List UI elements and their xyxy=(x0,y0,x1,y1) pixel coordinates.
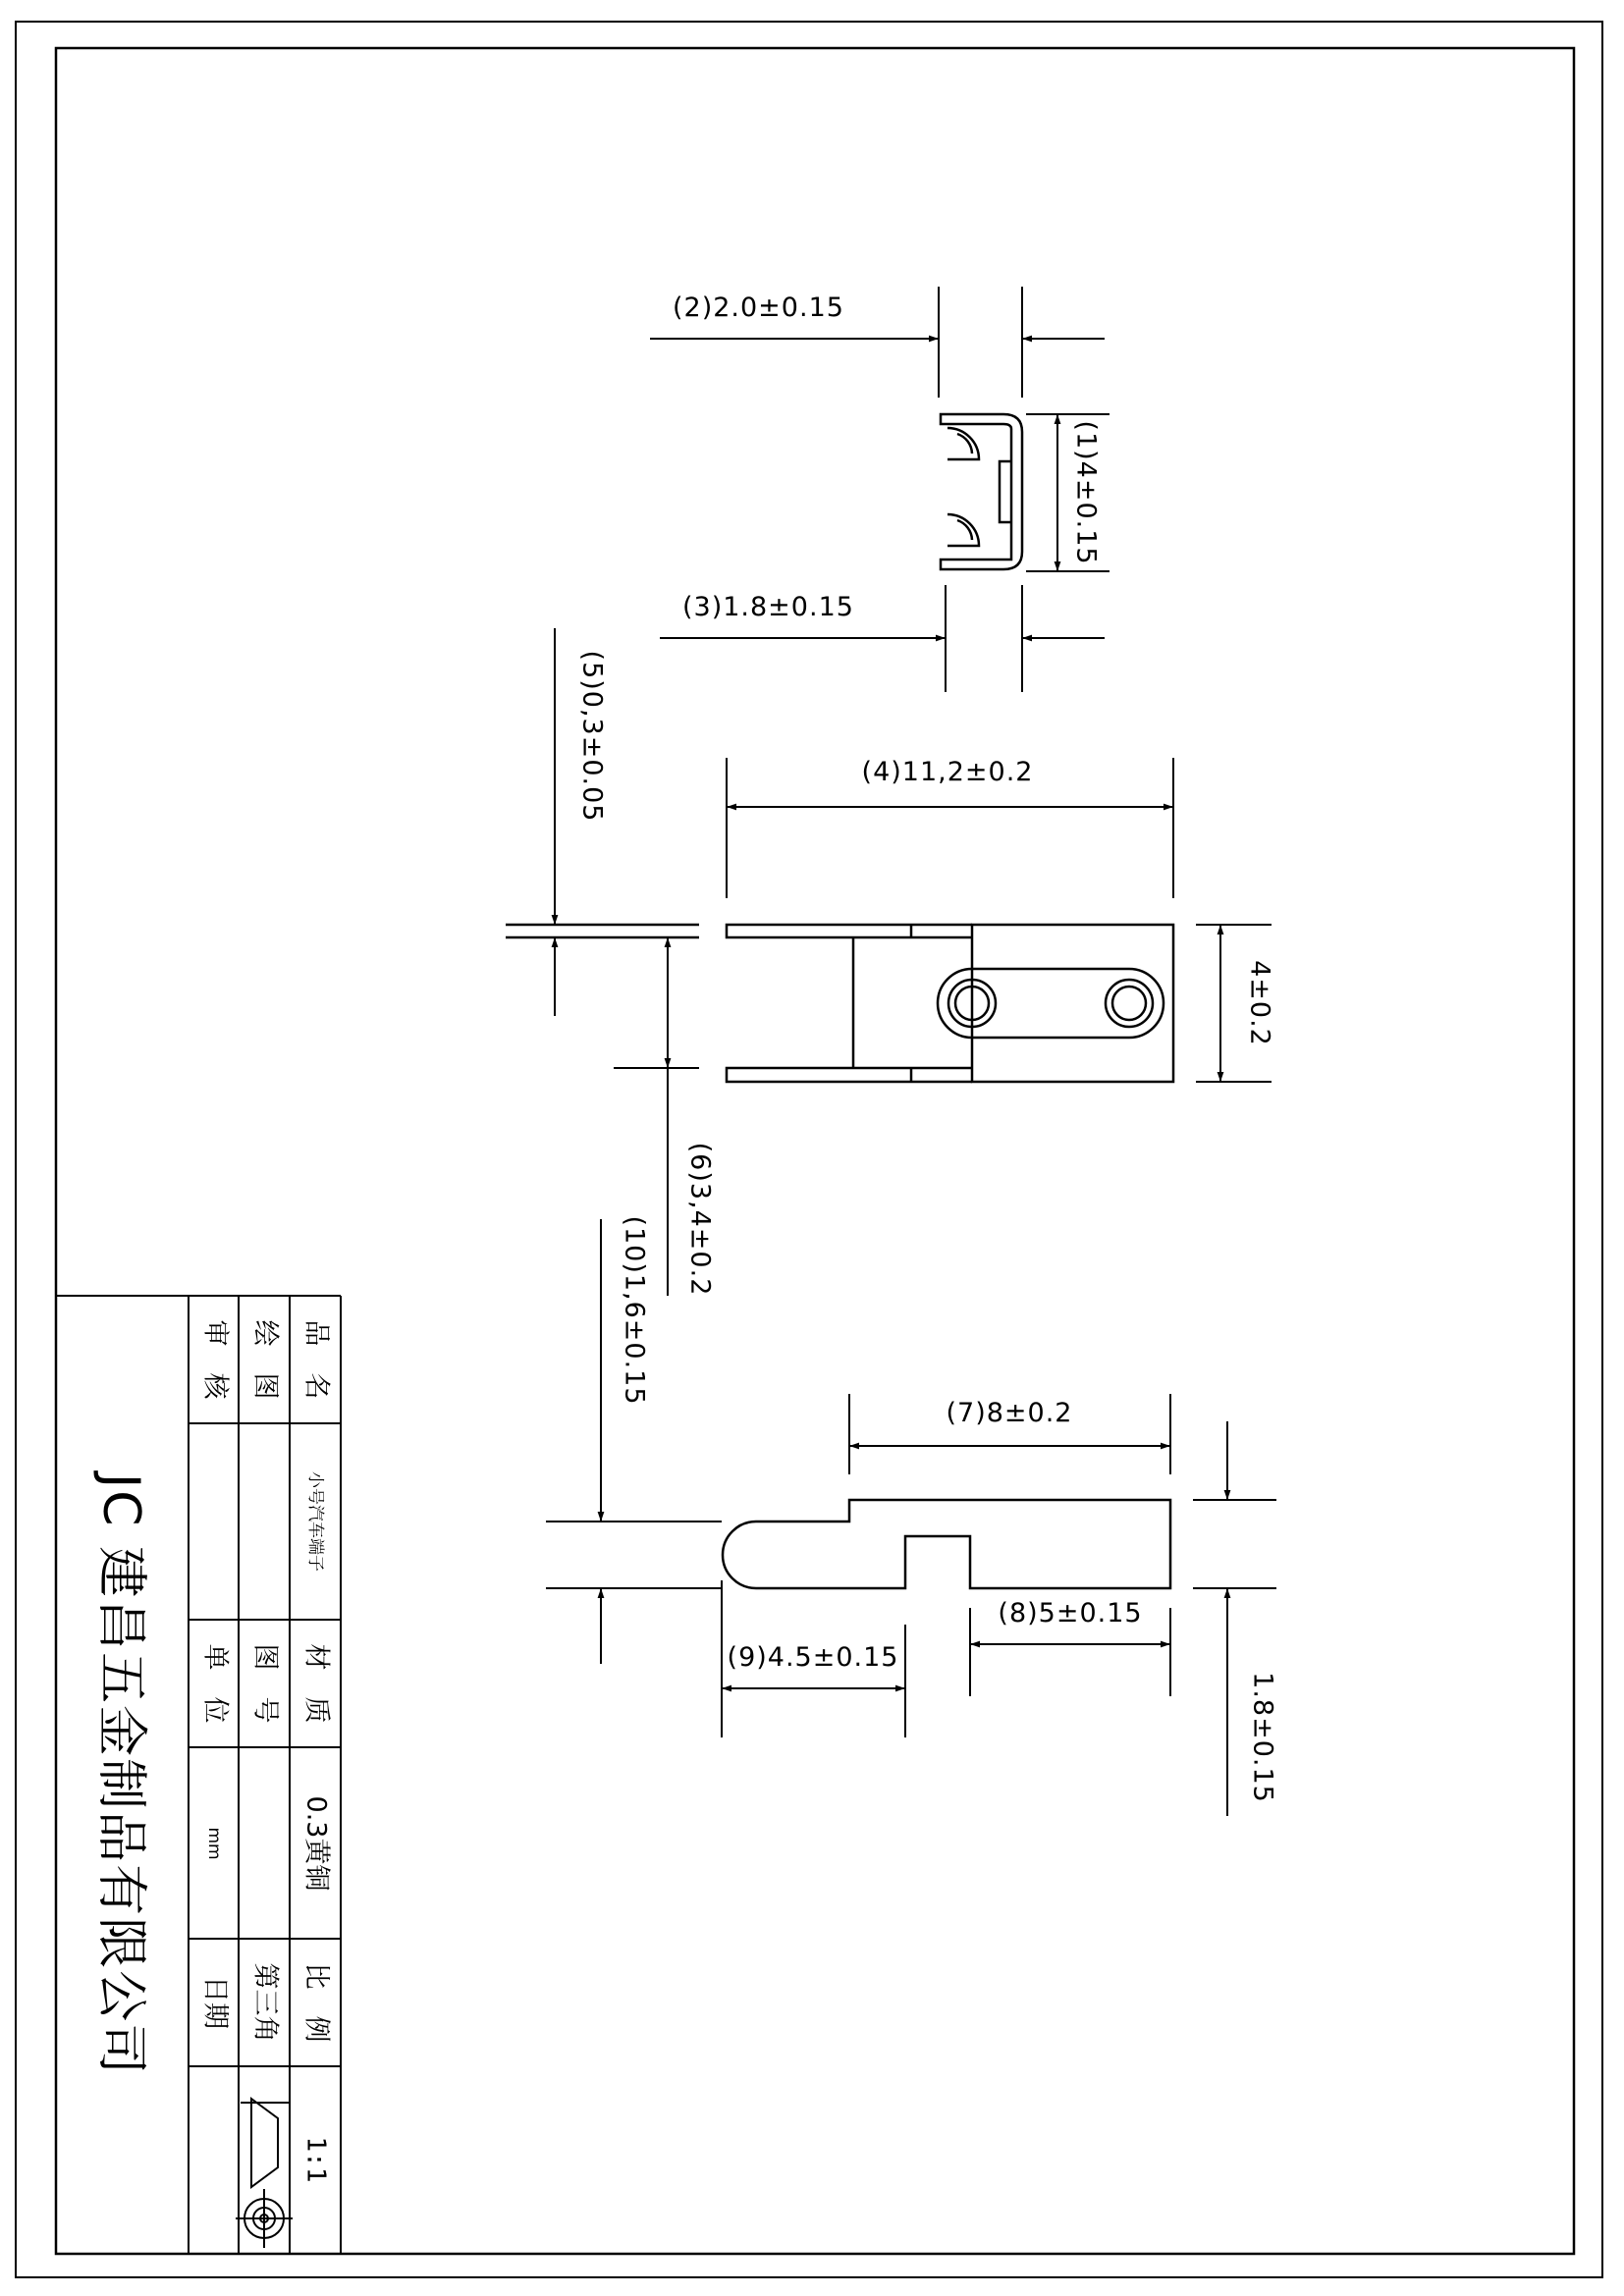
value-unit: mm xyxy=(204,1827,224,1860)
dimension-thickness: 1.8±0.15 xyxy=(1247,1672,1278,1803)
dimension-9: (9)4.5±0.15 xyxy=(727,1642,899,1673)
third-angle-projection-icon xyxy=(236,2099,293,2248)
label-product-name: 品 名 xyxy=(300,1319,332,1400)
dimension-6: (6)3,4±0.2 xyxy=(684,1142,716,1297)
dimension-2: (2)2.0±0.15 xyxy=(673,293,844,323)
value-product-name: 小号汽车端子 xyxy=(305,1471,325,1572)
dimension-10: (10)1,6±0.15 xyxy=(619,1215,650,1406)
label-material: 材 质 xyxy=(300,1643,332,1724)
inner-border xyxy=(56,48,1574,2254)
dimension-3: (3)1.8±0.15 xyxy=(682,592,854,622)
label-date: 日期 xyxy=(199,1976,231,2029)
dimension-1: (1)4±0.15 xyxy=(1070,420,1102,565)
value-projection: 第三角 xyxy=(249,1962,281,2043)
dimension-7: (7)8±0.2 xyxy=(946,1398,1073,1428)
side-profile-dimensions xyxy=(546,1219,1276,1816)
dimension-8: (8)5±0.15 xyxy=(998,1598,1143,1629)
dimension-4: (4)11,2±0.2 xyxy=(861,757,1034,787)
cross-section-dimensions xyxy=(650,287,1110,692)
plan-view-dimensions xyxy=(555,628,1272,1296)
company-name: JC 建昌五金制品有限公司 xyxy=(91,1472,150,2077)
label-unit: 单 位 xyxy=(199,1643,231,1724)
label-drawn-by: 绘 图 xyxy=(249,1319,281,1400)
cross-section-view xyxy=(941,414,1022,569)
label-reviewed-by: 审 核 xyxy=(199,1319,231,1400)
side-profile-view xyxy=(723,1500,1170,1588)
value-material: 0.3黄铜 xyxy=(300,1795,332,1892)
dimension-5: (5)0,3±0.05 xyxy=(576,650,608,823)
value-scale: 1:1 xyxy=(300,2136,331,2183)
title-block-text xyxy=(91,1320,332,2183)
dimension-width: 4±0.2 xyxy=(1244,960,1275,1046)
plan-view xyxy=(506,925,1173,1082)
label-scale: 比 例 xyxy=(300,1962,332,2043)
label-drawing-no: 图 号 xyxy=(249,1643,281,1724)
